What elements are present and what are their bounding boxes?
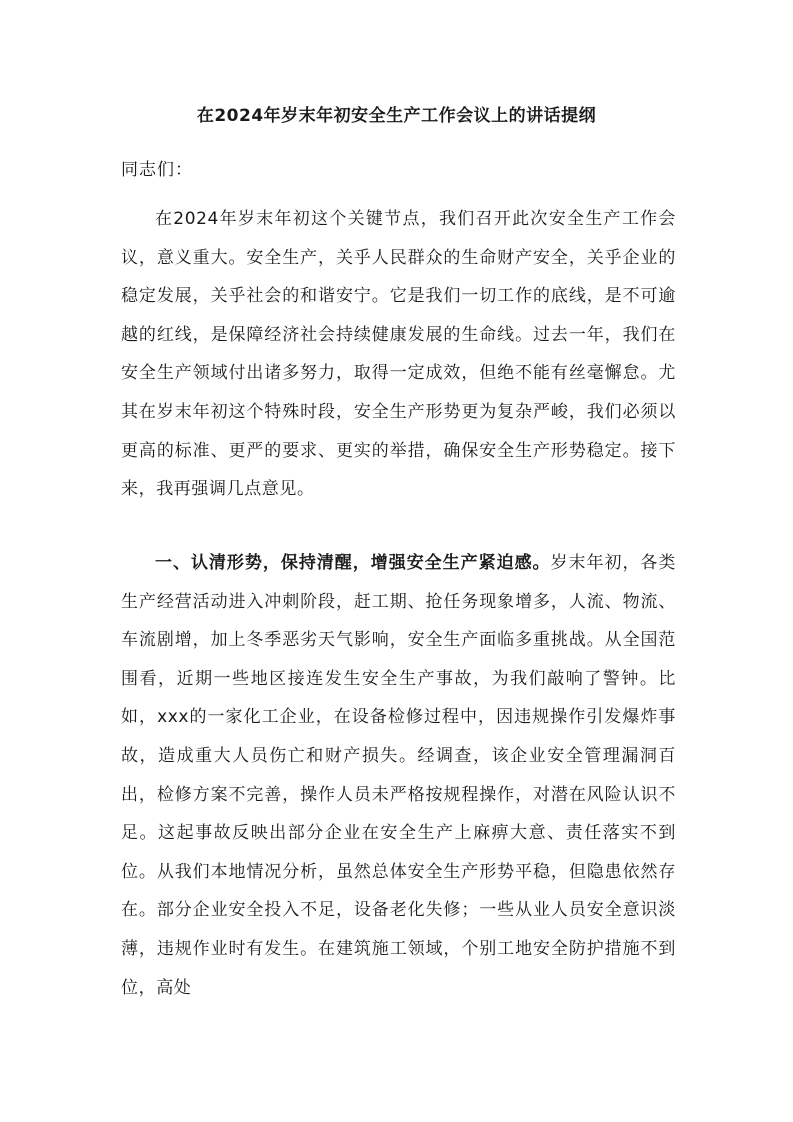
paragraph-intro: 在2024年岁末年初这个关键节点，我们召开此次安全生产工作会议，意义重大。安全生产，关乎人民群众的生命财产安全，关乎企业的稳定发展，关乎社会的和谐安宁。它是我们一切工作的底线，是不可逾越的红线，是保障经济社会持续健康发展的生命线。过去一年，我们在安全生产领域付出诸多努力，取得一定成效，但绝不能有丝毫懈怠。尤其在岁末年初这个特殊时段，安全生产形势更为复杂严峻，我们必须以更高的标准、更严的要求、更实的举措，确保安全生产形势稳定。接下来，我再强调几点意见。 [121,209,676,500]
salutation: 同志们： [121,160,193,180]
section-one-body: 岁末年初，各类生产经营活动进入冲刺阶段，赶工期、抢任务现象增多，人流、物流、车流剧增，加上冬季恶劣天气影响，安全生产面临多重挑战。从全国范围看，近期一些地区接连发生安全生产事故，为我们敲响了警钟。比如，xxx的一家化工企业，在设备检修过程中，因违规操作引发爆炸事故，造成重大人员伤亡和财产损失。经调查，该企业安全管理漏洞百出，检修方案不完善，操作人员未严格按规程操作，对潜在风险认识不足。这起事故反映出部分企业在安全生产上麻痹大意、责任落实不到位。从我们本地情况分析，虽然总体安全生产形势平稳，但隐患依然存在。部分企业安全投入不足，设备老化失修；一些从业人员安全意识淡薄，违规作业时有发生。在建筑施工领域，个别工地安全防护措施不到位，高处 [121,553,677,998]
paragraph-section-one [121,544,676,1007]
document-title: 在2024年岁末年初安全生产工作会议上的讲话提纲 [196,106,597,126]
section-one-heading: 一、认清形势，保持清醒，增强安全生产紧迫感。 [155,553,551,573]
